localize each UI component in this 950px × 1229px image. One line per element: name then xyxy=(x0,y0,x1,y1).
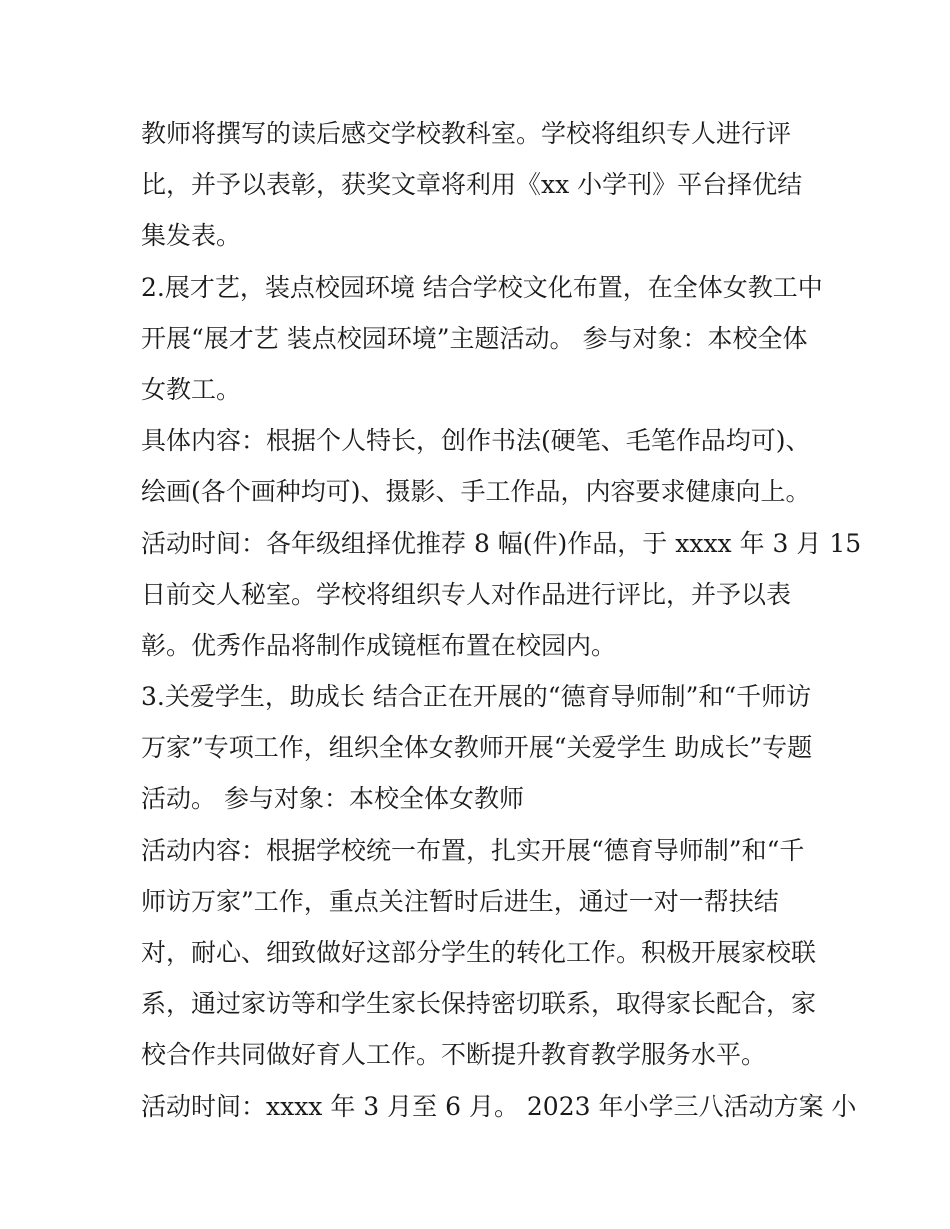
text-line: 师访万家”工作，重点关注暂时后进生，通过一对一帮扶结 xyxy=(141,886,779,916)
text-line: 日前交人秘室。学校将组织专人对作品进行评比，并予以表 xyxy=(141,579,792,609)
text-line: 具体内容：根据个人特长，创作书法(硬笔、毛笔作品均可)、 xyxy=(141,426,811,456)
text-line: 对，耐心、细致做好这部分学生的转化工作。积极开展家校联 xyxy=(141,938,817,967)
text-line: 女教工。 xyxy=(141,374,242,404)
text-line: 彰。优秀作品将制作成镜框布置在校园内。 xyxy=(141,630,617,660)
text-line: 集发表。 xyxy=(141,221,242,251)
text-line: 活动。 参与对象：本校全体女教师 xyxy=(141,784,524,814)
text-line: 系，通过家访等和学生家长保持密切联系，取得家长配合，家 xyxy=(141,989,817,1019)
text-line: 比，并予以表彰，获奖文章将利用《xx 小学刊》平台择优结 xyxy=(141,170,803,200)
text-line: 绘画(各个画种均可)、摄影、手工作品，内容要求健康向上。 xyxy=(141,477,811,507)
text-line: 2.展才艺，装点校园环境 结合学校文化布置，在全体女教工中 xyxy=(141,272,823,302)
document-body xyxy=(141,108,862,1132)
text-line: 3.关爱学生，助成长 结合正在开展的“德育导师制”和“千师访 xyxy=(141,682,812,712)
text-line: 教师将撰写的读后感交学校教科室。学校将组织专人进行评 xyxy=(141,119,792,148)
text-line: 万家”专项工作，组织全体女教师开展“关爱学生 助成长”专题 xyxy=(141,733,813,763)
text-line: 活动内容：根据学校统一布置，扎实开展“德育导师制”和“千 xyxy=(141,835,805,865)
text-line: 校合作共同做好育人工作。不断提升教育教学服务水平。 xyxy=(141,1040,767,1070)
text-line: 活动时间：xxxx 年 3 月至 6 月。 2023 年小学三八活动方案 小 xyxy=(141,1091,857,1121)
text-line: 活动时间：各年级组择优推荐 8 幅(件)作品，于 xxxx 年 3 月 15 xyxy=(141,528,862,558)
text-line: 开展“展才艺 装点校园环境”主题活动。 参与对象：本校全体 xyxy=(141,323,808,353)
